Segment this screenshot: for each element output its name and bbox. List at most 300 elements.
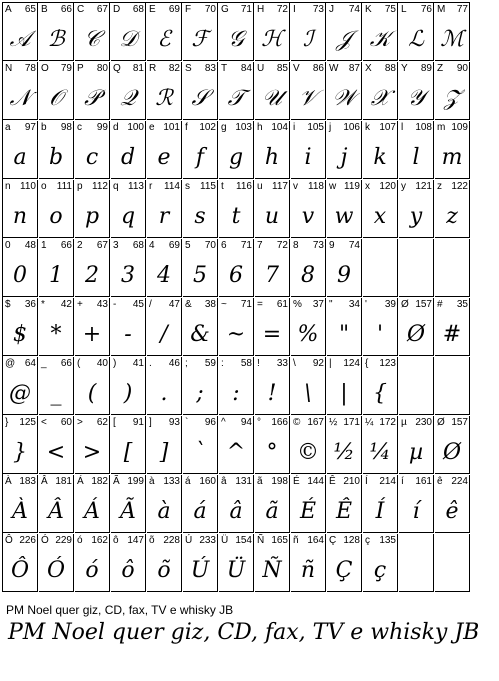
glyph-cell: [75, 534, 110, 592]
glyph-code: 80: [96, 63, 108, 74]
glyph-cell: [255, 121, 290, 179]
glyph-char: .: [149, 358, 152, 369]
glyph-sample: 𝒜: [9, 27, 31, 52]
glyph-cell: [435, 475, 470, 533]
glyph-sample: 𝒳: [370, 86, 390, 111]
glyph-cell: [111, 239, 146, 297]
glyph-char: ^: [221, 417, 226, 428]
glyph-code: 228: [163, 535, 180, 546]
glyph-cell: [327, 416, 362, 474]
glyph-label: [221, 63, 252, 75]
glyph-label: [185, 181, 216, 193]
glyph-char: Á: [77, 476, 84, 487]
glyph-char: õ: [149, 535, 155, 546]
glyph-label: [113, 181, 144, 193]
glyph-sample: i: [304, 145, 312, 170]
glyph-cell: [435, 121, 470, 179]
glyph-char: }: [5, 417, 9, 428]
glyph-cell: [399, 62, 434, 120]
glyph-label: [365, 4, 396, 16]
glyph-sample: f: [195, 145, 205, 170]
glyph-sample: w: [334, 204, 354, 229]
glyph-sample: ℒ: [408, 27, 424, 52]
glyph-char: k: [365, 122, 370, 133]
glyph-label: [185, 240, 216, 252]
glyph-label: [149, 181, 180, 193]
glyph-code: 71: [240, 299, 252, 310]
glyph-char: @: [5, 358, 16, 369]
glyph-char: i: [293, 122, 296, 133]
glyph-sample: v: [301, 204, 315, 229]
glyph-code: 94: [240, 417, 252, 428]
glyph-label: [41, 358, 72, 370]
glyph-sample: ñ: [300, 558, 316, 583]
glyph-sample: À: [12, 499, 28, 524]
glyph-label: [257, 240, 288, 252]
glyph-code: 224: [451, 476, 468, 487]
character-map-grid: [2, 2, 470, 592]
glyph-char: J: [329, 4, 334, 15]
glyph-code: 66: [60, 358, 72, 369]
glyph-sample: *: [50, 322, 62, 347]
glyph-code: 102: [199, 122, 216, 133]
glyph-label: [293, 4, 324, 16]
glyph-code: 35: [456, 299, 468, 310]
glyph-label: [5, 358, 36, 370]
glyph-sample: Í: [375, 499, 385, 524]
glyph-sample: `: [194, 440, 206, 465]
glyph-label: [41, 299, 72, 311]
glyph-code: 68: [132, 4, 144, 15]
glyph-char: ñ: [293, 535, 299, 546]
glyph-char: 1: [41, 240, 47, 251]
glyph-label: [185, 476, 216, 488]
glyph-label: [77, 181, 108, 193]
glyph-label: [221, 181, 252, 193]
glyph-cell: [291, 475, 326, 533]
glyph-char: 7: [257, 240, 263, 251]
glyph-label: [113, 122, 144, 134]
glyph-code: 70: [204, 4, 216, 15]
glyph-code: 67: [96, 240, 108, 251]
glyph-cell: [327, 298, 362, 356]
glyph-cell: [291, 298, 326, 356]
empty-cell: [399, 534, 434, 592]
glyph-label: [293, 181, 324, 193]
glyph-char: ¼: [365, 417, 374, 428]
glyph-label: [41, 476, 72, 488]
glyph-label: [77, 4, 108, 16]
glyph-cell: [147, 121, 182, 179]
glyph-code: 198: [271, 476, 288, 487]
glyph-label: [221, 535, 252, 547]
glyph-sample: y: [409, 204, 423, 229]
glyph-cell: [75, 3, 110, 61]
glyph-code: 109: [451, 122, 468, 133]
glyph-char: °: [257, 417, 261, 428]
glyph-label: [401, 181, 432, 193]
glyph-sample: ~: [226, 322, 246, 347]
glyph-code: 84: [240, 63, 252, 74]
glyph-char: Í: [365, 476, 368, 487]
glyph-char: H: [257, 4, 265, 15]
glyph-char: [: [113, 417, 116, 428]
glyph-char: B: [41, 4, 48, 15]
glyph-sample: 2: [85, 263, 99, 288]
glyph-sample: ½: [333, 440, 355, 465]
glyph-char: &: [185, 299, 192, 310]
glyph-char: f: [185, 122, 188, 133]
glyph-char: z: [437, 181, 442, 192]
glyph-cell: [75, 298, 110, 356]
glyph-char: w: [329, 181, 337, 192]
glyph-cell: [327, 239, 362, 297]
glyph-code: 98: [60, 122, 72, 133]
glyph-cell: [147, 416, 182, 474]
glyph-sample: a: [13, 145, 27, 170]
glyph-label: [41, 417, 72, 429]
glyph-sample: _: [50, 381, 62, 406]
glyph-sample: Ø: [442, 440, 462, 465]
glyph-sample: n: [12, 204, 28, 229]
glyph-label: [185, 4, 216, 16]
glyph-char: á: [185, 476, 191, 487]
glyph-cell: [111, 180, 146, 238]
grid-row: [3, 534, 470, 592]
glyph-cell: [39, 180, 74, 238]
glyph-char: ": [329, 299, 333, 310]
grid-row: [3, 180, 470, 238]
glyph-sample: ℳ: [440, 27, 464, 52]
glyph-code: 68: [132, 240, 144, 251]
glyph-code: 110: [20, 181, 36, 192]
glyph-code: 37: [312, 299, 324, 310]
glyph-label: [365, 299, 396, 311]
glyph-label: [257, 417, 288, 429]
glyph-label: [293, 417, 324, 429]
glyph-char: N: [5, 63, 13, 74]
glyph-sample: à: [157, 499, 171, 524]
glyph-char: :: [221, 358, 224, 369]
glyph-char: d: [113, 122, 119, 133]
glyph-char: D: [113, 4, 121, 15]
glyph-label: [257, 535, 288, 547]
glyph-sample: ": [338, 322, 350, 347]
glyph-label: [149, 417, 180, 429]
glyph-char: _: [41, 358, 47, 369]
glyph-label: [41, 240, 72, 252]
glyph-cell: [399, 180, 434, 238]
glyph-char: â: [221, 476, 227, 487]
glyph-sample: Ó: [46, 558, 66, 583]
glyph-char: ): [113, 358, 117, 369]
glyph-sample: 𝒞: [83, 27, 101, 52]
glyph-char: O: [41, 63, 49, 74]
glyph-code: 165: [271, 535, 288, 546]
glyph-cell: [3, 180, 38, 238]
glyph-char: G: [221, 4, 229, 15]
glyph-char: ]: [149, 417, 152, 428]
glyph-label: [437, 4, 468, 16]
glyph-char: Ó: [41, 535, 49, 546]
glyph-sample: h: [264, 145, 280, 170]
glyph-cell: [291, 416, 326, 474]
glyph-char: 5: [185, 240, 191, 251]
glyph-cell: [399, 3, 434, 61]
glyph-sample: k: [373, 145, 387, 170]
empty-cell: [363, 239, 398, 297]
glyph-sample: õ: [157, 558, 171, 583]
glyph-sample: &: [190, 322, 210, 347]
glyph-code: 69: [168, 240, 180, 251]
glyph-label: [41, 535, 72, 547]
glyph-char: ê: [437, 476, 443, 487]
glyph-sample: Ã: [120, 499, 136, 524]
glyph-code: 69: [168, 4, 180, 15]
glyph-code: 135: [379, 535, 396, 546]
glyph-sample: 5: [193, 263, 207, 288]
glyph-sample: #: [442, 322, 462, 347]
glyph-sample: /: [160, 322, 168, 347]
glyph-sample: {: [373, 381, 387, 406]
glyph-char: >: [77, 417, 83, 428]
glyph-cell: [3, 121, 38, 179]
glyph-sample: ç: [373, 558, 387, 583]
glyph-sample: 9: [337, 263, 351, 288]
glyph-code: 45: [132, 299, 144, 310]
glyph-cell: [111, 298, 146, 356]
glyph-label: [365, 417, 396, 429]
glyph-label: [221, 476, 252, 488]
glyph-label: [185, 122, 216, 134]
glyph-cell: [75, 180, 110, 238]
glyph-label: [401, 63, 432, 75]
glyph-cell: [147, 239, 182, 297]
glyph-sample: s: [194, 204, 206, 229]
glyph-label: [185, 63, 216, 75]
glyph-label: [221, 4, 252, 16]
glyph-cell: [183, 357, 218, 415]
glyph-code: 91: [132, 417, 144, 428]
glyph-code: 48: [24, 240, 36, 251]
glyph-char: Ê: [329, 476, 336, 487]
glyph-code: 147: [127, 535, 144, 546]
glyph-sample: -: [124, 322, 132, 347]
glyph-sample: +: [82, 322, 102, 347]
glyph-char: A: [5, 4, 12, 15]
glyph-code: 154: [235, 535, 252, 546]
glyph-char: 9: [329, 240, 335, 251]
glyph-cell: [111, 121, 146, 179]
glyph-code: 167: [307, 417, 324, 428]
glyph-label: [437, 476, 468, 488]
glyph-code: 105: [307, 122, 324, 133]
empty-cell: [435, 357, 470, 415]
glyph-sample: 𝒬: [120, 86, 136, 111]
glyph-cell: [75, 239, 110, 297]
glyph-char: U: [257, 63, 265, 74]
glyph-code: 122: [451, 181, 468, 192]
glyph-sample: <: [46, 440, 66, 465]
glyph-sample: Ø: [406, 322, 426, 347]
glyph-cell: [363, 62, 398, 120]
glyph-cell: [255, 239, 290, 297]
glyph-code: 124: [343, 358, 360, 369]
grid-row: [3, 3, 470, 61]
glyph-code: 97: [24, 122, 36, 133]
glyph-code: 111: [56, 181, 72, 192]
glyph-label: [329, 476, 360, 488]
glyph-cell: [327, 121, 362, 179]
glyph-sample: e: [157, 145, 171, 170]
glyph-label: [329, 535, 360, 547]
glyph-label: [329, 4, 360, 16]
glyph-cell: [219, 121, 254, 179]
glyph-sample: â: [229, 499, 243, 524]
glyph-cell: [255, 180, 290, 238]
glyph-sample: ;: [196, 381, 204, 406]
glyph-label: [149, 299, 180, 311]
glyph-char: s: [185, 181, 190, 192]
glyph-sample: z: [446, 204, 458, 229]
glyph-label: [113, 417, 144, 429]
glyph-label: [329, 299, 360, 311]
glyph-cell: [219, 62, 254, 120]
glyph-char: 4: [149, 240, 155, 251]
glyph-cell: [363, 357, 398, 415]
glyph-sample: 𝒮: [191, 86, 209, 111]
glyph-label: [437, 63, 468, 75]
glyph-cell: [255, 3, 290, 61]
glyph-label: [293, 122, 324, 134]
glyph-code: 93: [168, 417, 180, 428]
glyph-code: 64: [24, 358, 36, 369]
glyph-cell: [327, 534, 362, 592]
glyph-code: 116: [236, 181, 252, 192]
glyph-label: [221, 358, 252, 370]
glyph-code: 164: [307, 535, 324, 546]
glyph-char: Q: [113, 63, 121, 74]
glyph-code: 72: [276, 4, 288, 15]
glyph-cell: [291, 121, 326, 179]
glyph-cell: [363, 416, 398, 474]
glyph-sample: %: [297, 322, 319, 347]
glyph-char: Â: [41, 476, 48, 487]
glyph-sample: ã: [265, 499, 279, 524]
glyph-label: [365, 181, 396, 193]
glyph-sample: >: [82, 440, 102, 465]
glyph-label: [401, 417, 432, 429]
glyph-char: =: [257, 299, 263, 310]
glyph-sample: 𝒰: [262, 86, 282, 111]
glyph-code: 99: [96, 122, 108, 133]
glyph-cell: [255, 475, 290, 533]
glyph-cell: [75, 357, 110, 415]
glyph-sample: p: [84, 204, 100, 229]
glyph-cell: [75, 121, 110, 179]
glyph-sample: 𝒯: [227, 86, 245, 111]
glyph-char: L: [401, 4, 407, 15]
glyph-cell: [183, 62, 218, 120]
glyph-cell: [183, 3, 218, 61]
glyph-sample: ó: [85, 558, 99, 583]
glyph-cell: [291, 3, 326, 61]
glyph-code: 113: [128, 181, 144, 192]
glyph-code: 67: [96, 4, 108, 15]
glyph-char: ã: [257, 476, 263, 487]
grid-row: [3, 298, 470, 356]
glyph-char: W: [329, 63, 339, 74]
glyph-label: [5, 476, 36, 488]
glyph-sample: 7: [265, 263, 279, 288]
glyph-sample: 𝒢: [228, 27, 244, 52]
glyph-cell: [39, 3, 74, 61]
glyph-sample: µ: [408, 440, 424, 465]
glyph-char: E: [149, 4, 156, 15]
glyph-char: ;: [185, 358, 188, 369]
glyph-cell: [219, 534, 254, 592]
glyph-sample: Ñ: [262, 558, 282, 583]
glyph-sample: ê: [445, 499, 459, 524]
glyph-code: 96: [204, 417, 216, 428]
glyph-char: É: [293, 476, 300, 487]
glyph-char: h: [257, 122, 263, 133]
glyph-code: 108: [415, 122, 432, 133]
glyph-char: c: [77, 122, 82, 133]
glyph-char: à: [149, 476, 155, 487]
glyph-code: 229: [55, 535, 72, 546]
glyph-code: 79: [60, 63, 72, 74]
empty-cell: [399, 357, 434, 415]
glyph-label: [365, 122, 396, 134]
glyph-sample: ℰ: [157, 27, 171, 52]
glyph-code: 182: [91, 476, 108, 487]
glyph-char: ': [365, 299, 367, 310]
glyph-code: 157: [451, 417, 468, 428]
glyph-cell: [219, 416, 254, 474]
glyph-cell: [291, 180, 326, 238]
glyph-char: j: [329, 122, 332, 133]
glyph-cell: [435, 416, 470, 474]
glyph-char: 2: [77, 240, 83, 251]
glyph-code: 86: [312, 63, 324, 74]
glyph-code: 107: [379, 122, 396, 133]
glyph-sample: ℛ: [155, 86, 173, 111]
glyph-cell: [327, 180, 362, 238]
glyph-code: 71: [240, 4, 252, 15]
glyph-cell: [183, 475, 218, 533]
glyph-cell: [3, 475, 38, 533]
glyph-char: b: [41, 122, 47, 133]
glyph-cell: [39, 298, 74, 356]
glyph-sample: ¼: [369, 440, 391, 465]
glyph-code: 133: [163, 476, 180, 487]
glyph-code: 92: [312, 358, 324, 369]
glyph-code: 117: [272, 181, 288, 192]
glyph-sample: ': [376, 322, 384, 347]
glyph-sample: u: [264, 204, 280, 229]
glyph-cell: [39, 62, 74, 120]
glyph-char: {: [365, 358, 369, 369]
glyph-code: 34: [348, 299, 360, 310]
glyph-sample: É: [299, 499, 317, 524]
glyph-char: g: [221, 122, 227, 133]
glyph-code: 226: [19, 535, 36, 546]
glyph-sample: Ç: [335, 558, 353, 583]
glyph-label: [77, 476, 108, 488]
glyph-cell: [111, 534, 146, 592]
glyph-code: 77: [456, 4, 468, 15]
